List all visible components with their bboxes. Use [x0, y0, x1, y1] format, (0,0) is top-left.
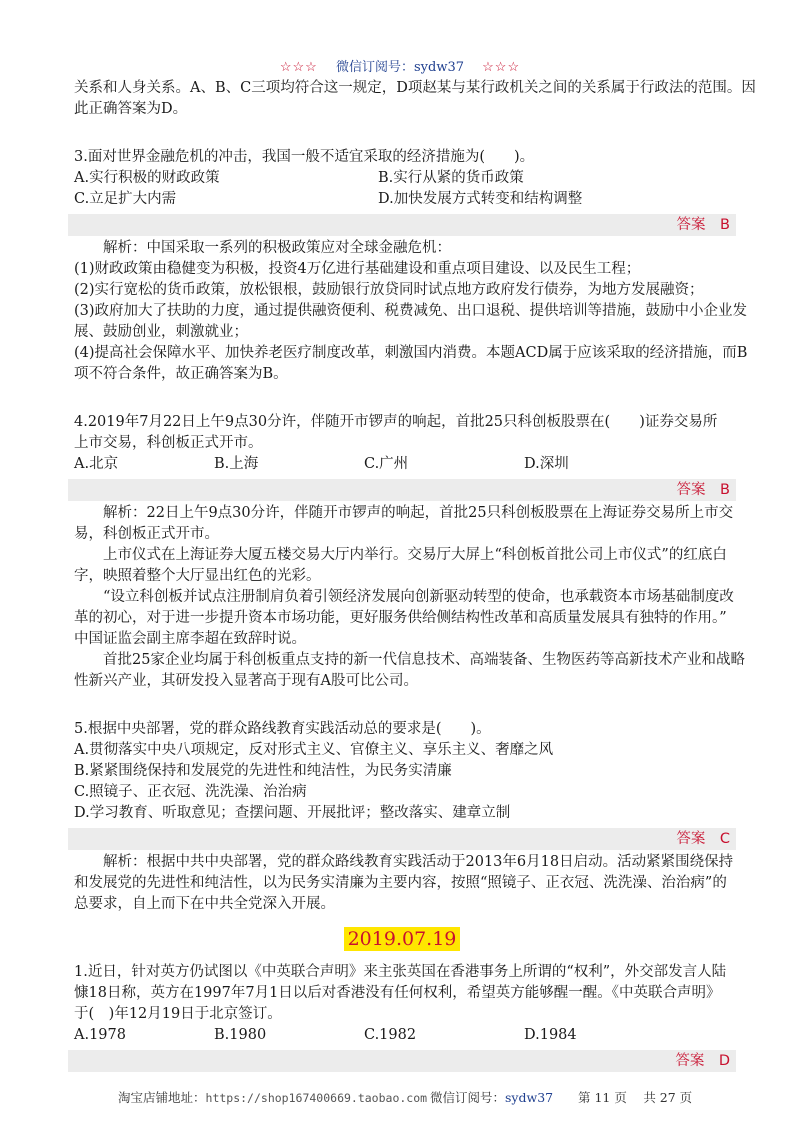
- option-a: A.贯彻落实中央八项规定，反对形式主义、官僚主义、享乐主义、奢靡之风: [74, 742, 554, 758]
- date-heading: [74, 929, 730, 952]
- question-stem: 4.2019年7月22日上午9点30分许，伴随开市锣声的响起，首批25只科创板股票在( )证券交易所: [74, 414, 718, 430]
- analysis: [74, 503, 745, 692]
- analysis-line: “设立科创板并试点注册制肩负着引领经济发展向创新驱动转型的使命，也承载资本市场基础制度改: [103, 589, 734, 605]
- footer-shop-label: 淘宝店铺地址：: [118, 1090, 206, 1105]
- analysis: [74, 852, 734, 915]
- analysis-line: 首批25家企业均属于科创板重点支持的新一代信息技术、高端装备、生物医药等高新技术产业和战略: [103, 652, 745, 668]
- footer-wx-label: 微信订阅号：: [430, 1090, 506, 1105]
- analysis-line: 项不符合条件，故正确答案为B。: [74, 366, 288, 382]
- stars-left: ☆☆☆: [279, 60, 318, 75]
- analysis-line: (1)财政政策由稳健变为积极，投资4万亿进行基础建设和重点项目建设、以及民生工程；: [74, 261, 641, 277]
- analysis-line: 解析：中国采取一系列的积极政策应对全球金融危机：: [103, 240, 451, 256]
- footer-wechat: [430, 1088, 553, 1106]
- option-c: C.立足扩大内需: [74, 191, 177, 207]
- analysis-line: 和发展党的先进性和纯洁性，以为民务实清廉为主要内容，按照“照镜子、正衣冠、洗洗澡、治治病”的: [74, 875, 727, 891]
- answer-bar: [68, 828, 736, 850]
- option-b: B.1980: [214, 1027, 267, 1043]
- analysis: [74, 238, 748, 385]
- option-c: C.广州: [364, 456, 409, 472]
- options-grid: [74, 454, 730, 475]
- analysis-line: 字，映照着整个大厅显出红色的光彩。: [74, 568, 321, 584]
- date-heading-text: 2019.07.19: [344, 927, 461, 951]
- option-a: A.实行积极的财政政策: [74, 170, 220, 186]
- analysis-line: 展、鼓励创业，刺激就业；: [74, 324, 248, 340]
- footer-wx-id: sydw37: [505, 1090, 554, 1105]
- page-header: [0, 56, 800, 75]
- answer-label: 答案 B: [676, 217, 730, 233]
- top-text-line: 此正确答案为D。: [74, 101, 188, 117]
- analysis-line: (3)政府加大了扶助的力度，通过提供融资便利、税费减免、出口退税、提供培训等措施，鼓励中小企业发: [74, 303, 748, 319]
- analysis-line: 中国证监会副主席李超在致辞时说。: [74, 631, 306, 647]
- analysis-line: 解析：根据中共中央部署，党的群众路线教育实践活动于2013年6月18日启动。活动紧紧围绕保持: [103, 854, 734, 870]
- option-d: D.1984: [524, 1027, 577, 1043]
- question-5: [74, 719, 734, 915]
- question-stem: 5.根据中央部署，党的群众路线教育实践活动总的要求是( )。: [74, 721, 491, 737]
- option-c: C.照镜子、正衣冠、洗洗澡、治治病: [74, 784, 307, 800]
- question-stem: 1.近日，针对英方仍试图以《中英联合声明》来主张英国在香港事务上所谓的“权利”，外交部发言人陆: [74, 964, 727, 980]
- question-stem: 上市交易，科创板正式开市。: [74, 435, 263, 451]
- option-b: B.紧紧围绕保持和发展党的先进性和纯洁性，为民务实清廉: [74, 763, 452, 779]
- option-d: D.深圳: [524, 456, 569, 472]
- analysis-line: 解析：22日上午9点30分许，伴随开市锣声的响起，首批25只科创板股票在上海证券交易所上市交: [103, 505, 734, 521]
- page-content: [74, 78, 756, 1072]
- footer-shop: [118, 1088, 427, 1106]
- analysis-line: 上市仪式在上海证券大厦五楼交易大厅内举行。交易厅大屏上“科创板首批公司上市仪式”的红底白: [103, 547, 727, 563]
- option-d: D.加快发展方式转变和结构调整: [378, 191, 583, 207]
- analysis-line: 性新兴产业，其研发投入显著高于现有A股可比公司。: [74, 673, 418, 689]
- option-b: B.实行从紧的货币政策: [378, 170, 524, 186]
- answer-label: 答案 B: [676, 482, 730, 498]
- option-a: A.1978: [74, 1027, 126, 1043]
- question-1: [74, 962, 730, 1072]
- header-label: 微信订阅号：: [335, 60, 414, 75]
- top-text-line: 关系和人身关系。A、B、C三项均符合这一规定，D项赵某与某行政机关之间的关系属于行政法的范围。因: [74, 80, 756, 96]
- footer-shop-url[interactable]: https://shop167400669.taobao.com: [205, 1091, 428, 1105]
- option-a: A.北京: [74, 456, 119, 472]
- analysis-line: 易，科创板正式开市。: [74, 526, 219, 542]
- question-3: [74, 147, 748, 385]
- question-stem: 于( )年12月19日于北京签订。: [74, 1006, 282, 1022]
- answer-label: 答案 C: [676, 831, 730, 847]
- option-b: B.上海: [214, 456, 259, 472]
- footer-page-info: 第 11 页 共 27 页: [578, 1090, 693, 1105]
- stars-right: ☆☆☆: [482, 60, 521, 75]
- analysis-line: (4)提高社会保障水平、加快养老医疗制度改革，刺激国内消费。本题ACD属于应该采取的经济措施，而B: [74, 345, 748, 361]
- answer-bar: [68, 214, 736, 236]
- analysis-line: (2)实行宽松的货币政策，放松银根，鼓励银行放贷同时试点地方政府发行债券，为地方发展融资；: [74, 282, 704, 298]
- header-wechat: [336, 60, 464, 75]
- header-id: sydw37: [414, 60, 465, 75]
- options-grid: [74, 1025, 730, 1046]
- question-4: [74, 412, 745, 692]
- question-stem: 慷18日称，英方在1997年7月1日以后对香港没有任何权利，希望英方能够醒一醒。《中英联合声明》: [74, 985, 721, 1001]
- option-c: C.1982: [364, 1027, 417, 1043]
- option-d: D.学习教育、听取意见；查摆问题、开展批评；整改落实、建章立制: [74, 805, 511, 821]
- answer-label: 答案 D: [675, 1053, 730, 1069]
- question-stem: 3.面对世界金融危机的冲击，我国一般不适宜采取的经济措施为( )。: [74, 149, 535, 165]
- options-grid: [74, 168, 730, 210]
- answer-bar: [68, 1050, 736, 1072]
- answer-bar: [68, 479, 736, 501]
- analysis-line: 革的初心，对于进一步提升资本市场功能，更好服务供给侧结构性改革和高质量发展具有独特的作用。”: [74, 610, 727, 626]
- analysis-line: 总要求，自上而下在中共全党深入开展。: [74, 896, 335, 912]
